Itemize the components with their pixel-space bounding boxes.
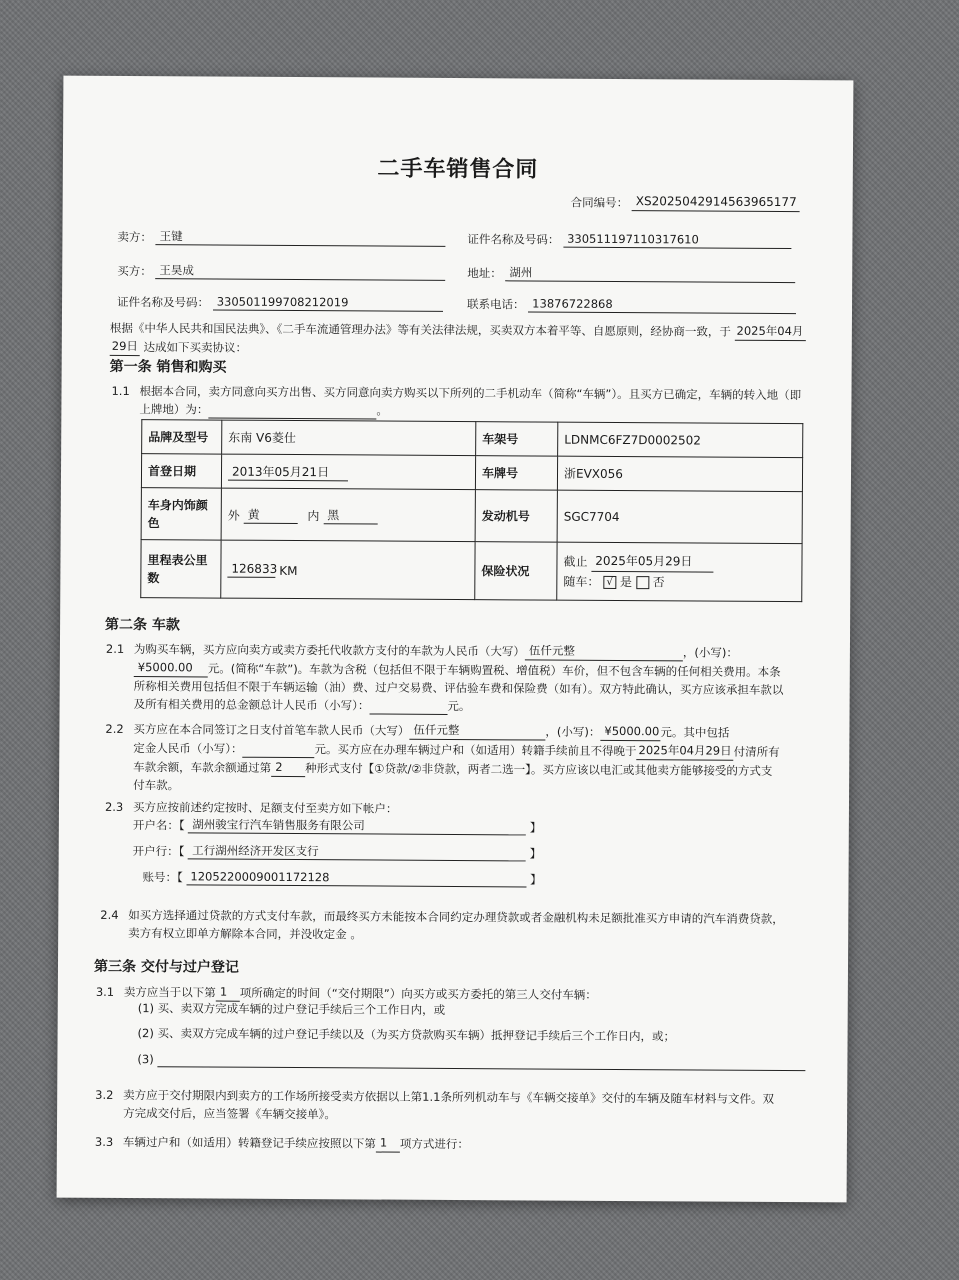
article-2-title: 第二条 车款 (105, 616, 181, 634)
clause-3-2 (95, 1086, 811, 1126)
insurance-until-value: 2025年05月29日 (591, 551, 713, 573)
clause-2-1 (106, 639, 814, 717)
color-outer-value: 黄 (244, 505, 298, 523)
clause-1-1-number: 1.1 (111, 383, 130, 399)
payment-deadline: 2025年04月29日 (637, 741, 734, 761)
clause-2-1-text-b: ，(小写)： (682, 645, 738, 660)
seller-row (117, 228, 445, 247)
clause-3-1-option-1: (1) 买、卖双方完成车辆的过户登记手续后三个工作日内，或 (137, 1001, 446, 1017)
clause-2-2-text-b: ，(小写)： (545, 724, 601, 739)
color-label: 车身内饰颜色 (141, 488, 221, 540)
clause-3-3-number: 3.3 (94, 1134, 114, 1149)
phone-value: 13876722868 (528, 295, 796, 314)
account-name-label: 开户名：【 (132, 818, 185, 833)
mileage-value: 126833 (227, 561, 275, 577)
clause-2-3-number: 2.3 (104, 799, 124, 814)
clause-2-2-text-d: 定金人民币（小写）： (133, 741, 243, 756)
insurance-label: 保险状况 (475, 542, 557, 600)
total-amount-blank (369, 698, 447, 714)
insurance-cell (557, 542, 802, 601)
clause-3-3-text-a: 车辆过户和（如适用）转籍登记手续应按照以下第 (122, 1134, 376, 1151)
clause-3-2-text-a: 卖方应于交付期限内到卖方的工作场所接受卖方依据以上第1.1条所列机动车与《车辆交接单》交付的车辆及随车材料与文件。双 (123, 1087, 775, 1106)
price-uppercase: 伍仟元整 (525, 641, 683, 661)
clause-2-4 (100, 906, 812, 946)
account-bank-bracket: 】 (529, 846, 542, 861)
clause-3-2-number: 3.2 (95, 1087, 114, 1102)
clause-2-2 (105, 719, 813, 798)
contract-number-label: 合同编号： (570, 195, 629, 210)
clause-1-1-end: 。 (376, 403, 388, 418)
color-cell (221, 488, 475, 542)
buyer-id-label: 证件名称及号码： (117, 294, 210, 310)
clause-3-1-text-a: 卖方应当于以下第 (123, 984, 216, 1000)
frame-label: 车架号 (476, 422, 558, 457)
insurance-no-checkbox (636, 576, 649, 589)
clause-2-1-text-c: 元。(简称“车款”)。车款为含税（包括但不限于车辆购置税、增值税）车价，但不包含车辆的任何相关费用。本条 (207, 661, 781, 679)
account-name-row (133, 816, 542, 836)
clause-2-2-text-e: 元。买方应在办理车辆过户和（如适用）转籍手续前且不得晚于 (314, 742, 637, 759)
clause-3-1-option-3-label: (3) (137, 1052, 154, 1067)
account-number-row (142, 868, 541, 888)
intro-date-2: 29日 (110, 337, 140, 356)
engine-label: 发动机号 (475, 490, 557, 542)
account-name-value: 湖州骏宝行汽车销售服务有限公司 (188, 816, 526, 835)
clause-2-1-text-a: 为购买车辆，买方应向卖方或卖方委托代收款方支付的车款为人民币（大写） (133, 642, 525, 659)
seller-label: 卖方： (117, 229, 152, 245)
clause-2-2-text-i: 付车款。 (133, 778, 180, 793)
first-registration-cell (221, 454, 475, 490)
deposit-blank (243, 742, 315, 758)
clause-3-1-option-3 (137, 1051, 805, 1071)
first-registration-label: 首登日期 (141, 454, 221, 488)
clause-2-4-text-a: 如买方选择通过贷款的方式支付车款，而最终买方未能按本合同约定办理贷款或者金融机构未足额批准买方申请的汽车消费贷款， (128, 908, 784, 927)
account-name-bracket: 】 (529, 820, 542, 835)
delivery-item-value: 1 (216, 983, 240, 1002)
seller-id-row (467, 230, 791, 249)
address-value: 湖州 (505, 264, 795, 283)
clause-2-2-text-c: 元。其中包括 (660, 725, 730, 740)
clause-2-2-text-f: 付清所有 (733, 744, 780, 759)
buyer-row (117, 262, 445, 281)
clause-3-1-option-2: (2) 买、卖双方完成车辆的过户登记手续以及（为买方贷款购买车辆）抵押登记手续后三个工作日内，或； (137, 1026, 676, 1044)
contract-number-row (571, 193, 800, 212)
buyer-label: 买方： (117, 263, 152, 279)
clause-3-1-number: 3.1 (95, 984, 115, 999)
intro-paragraph (110, 318, 810, 360)
transfer-item-value: 1 (376, 1134, 400, 1153)
clause-2-1-text-e: 及所有相关费用的总金额总计人民币（小写）： (133, 697, 370, 713)
article-1-title: 第一条 销售和购买 (109, 358, 227, 376)
account-bank-value: 工行湖州经济开发区支行 (188, 842, 526, 861)
clause-2-2-text-a: 买方应在本合同签订之日支付首笔车款人民币（大写） (133, 722, 410, 738)
plate-label: 车牌号 (475, 456, 557, 491)
intro-text-b: 达成如下买卖协议： (143, 340, 248, 355)
engine-value: SGC7704 (557, 490, 802, 543)
clause-2-4-number: 2.4 (100, 907, 119, 922)
contract-number-value: XS2025042914563965177 (632, 193, 800, 212)
mileage-label: 里程表公里数 (141, 540, 221, 598)
color-inner-label: 内 (307, 508, 320, 523)
clause-3-1-option-3-blank (157, 1051, 805, 1071)
buyer-value: 王昊成 (155, 262, 445, 281)
intro-text-a: 根据《中华人民共和国民法典》、《二手车流通管理办法》等有关法律法规，买卖双方本着平等、自愿原则，经协商一致，于 (109, 320, 731, 339)
first-registration-value: 2013年05月21日 (228, 462, 348, 481)
price-lowercase: ¥5000.00 (134, 658, 208, 677)
article-3-title: 第三条 交付与过户登记 (93, 958, 239, 976)
brand-value: 东南 V6菱仕 (222, 420, 476, 456)
account-number-value: 1205220009001172128 (186, 868, 526, 887)
mileage-unit: KM (279, 563, 298, 578)
first-payment-uppercase: 伍仟元整 (409, 721, 545, 741)
phone-row (467, 295, 796, 314)
account-number-bracket: 】 (530, 872, 542, 887)
clause-2-3-text: 买方应按前述约定按时、足额支付至卖方如下帐户： (132, 800, 398, 816)
insurance-yes-label: 是 (619, 575, 633, 590)
clause-3-3 (95, 1132, 811, 1155)
color-inner-value: 黑 (323, 506, 377, 524)
insurance-until-label: 截止 (563, 554, 588, 569)
address-row (467, 264, 795, 283)
clause-2-2-text-g: 车款余额，车款余额通过第 (133, 760, 272, 775)
phone-label: 联系电话： (467, 297, 525, 312)
insurance-yes-checkbox: √ (603, 576, 616, 589)
intro-date-1: 2025年04月 (734, 322, 805, 341)
clause-3-1-text-b: 项所确定的时间（“交付期限”）向买方或买方委托的第三人交付车辆： (239, 985, 597, 1002)
registration-place-blank (208, 402, 376, 419)
clause-1-1 (111, 382, 811, 422)
insurance-no-label: 否 (652, 575, 665, 590)
clause-2-2-text-h: 种形式支付【①贷款/②非贷款，两者二选一】。买方应该以电汇或其他卖方能够接受的方式支 (305, 761, 773, 778)
buyer-id-row (117, 293, 443, 312)
table-row (141, 540, 802, 602)
table-row (141, 454, 802, 492)
first-payment-lowercase: ¥5000.00 (600, 722, 660, 741)
table-row (142, 420, 803, 458)
account-number-label: 账号：【 (142, 870, 183, 885)
clause-1-1-text-a: 根据本合同，卖方同意向买方出售、买方同意向卖方购买以下所列的二手机动车（简称“车辆”）。且买方已确定，车辆的转入地（即 (139, 384, 802, 403)
seller-id-label: 证件名称及号码： (467, 232, 560, 247)
color-outer-label: 外 (227, 508, 240, 523)
clause-2-1-text-f: 元。 (447, 698, 471, 714)
document-title: 二手车销售合同 (377, 156, 539, 183)
clause-2-2-number: 2.2 (105, 721, 124, 736)
contract-paper (57, 76, 854, 1203)
clause-2-1-text-d: 所称相关费用包括但不限于车辆运输（油）费、过户交易费、评估验车费和保险费（如有）。双方特此确认，买方应该承担车款以 (133, 679, 784, 698)
address-label: 地址： (467, 266, 502, 281)
brand-label: 品牌及型号 (142, 420, 222, 454)
clause-1-1-text-b: 上牌地）为： (139, 402, 209, 417)
table-row (141, 488, 802, 544)
insurance-with-label: 随车： (563, 574, 600, 589)
mileage-cell (221, 540, 475, 600)
buyer-id-value: 330501199708212019 (213, 294, 443, 312)
clause-3-3-text-b: 项方式进行： (399, 1136, 469, 1152)
clause-3-2-text-b: 方完成交付后，应当签署《车辆交接单》。 (123, 1105, 336, 1122)
seller-id-value: 330511197110317610 (563, 231, 791, 249)
plate-value: 浙EVX056 (557, 456, 802, 491)
clause-2-1-number: 2.1 (105, 641, 125, 656)
payment-mode: 2 (271, 758, 305, 777)
frame-value: LDNMC6FZ7D0002502 (558, 422, 803, 457)
clause-2-4-text-b: 卖方有权立即单方解除本合同，并没收定金 。 (128, 926, 362, 942)
vehicle-info-table (140, 419, 803, 602)
seller-value: 王键 (156, 228, 446, 247)
account-bank-label: 开户行：【 (132, 844, 185, 859)
account-bank-row (133, 842, 542, 862)
